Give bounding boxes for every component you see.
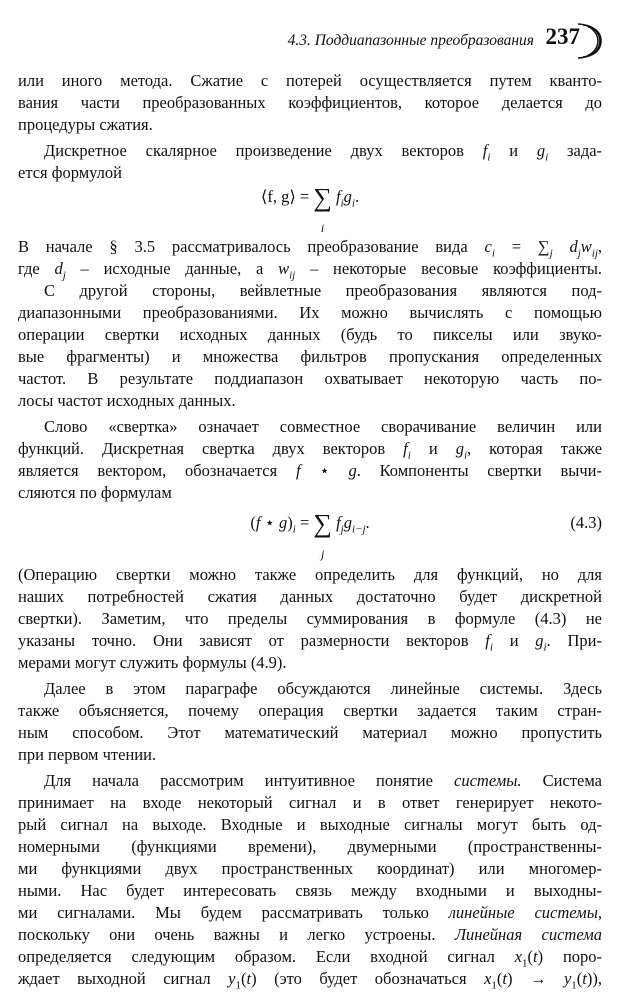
text-line: указаны точно. Они зависят от размерности векторов $f_i$ и $g_i$. При-	[18, 631, 602, 654]
text-line: диапазонными преобразованиями. Их можно вычислять с помощью	[18, 303, 602, 322]
paragraph-5	[18, 416, 602, 504]
sum-symbol-icon: ∑ i	[313, 183, 332, 235]
text-line: где $d_j$ – исходные данные, а $w_{ij}$ – некоторые весовые коэффициенты.	[18, 259, 603, 282]
text-line: вания части преобразованных коэффициентов, которое делается до	[18, 93, 602, 112]
paragraph-6	[18, 564, 602, 674]
text-line: при первом чтении.	[18, 745, 157, 764]
page-number-ornament-icon	[572, 20, 602, 62]
running-title: 4.3. Поддиапазонные преобразования	[287, 32, 534, 49]
paragraph-4	[18, 280, 602, 412]
text-line: является вектором, обозначается f ⋆ g. Компоненты свертки вычи-	[18, 461, 603, 480]
paragraph-1	[18, 70, 602, 136]
formula-convolution: (f ⋆ $g)_i$ = ∑ j $f_jg_{i-j}$. (4.3)	[250, 509, 602, 561]
text-line: рый сигнал на выходе. Входные и выходные сигналы могут быть од-	[18, 815, 602, 834]
text-line: ным способом. Этот математический материал можно пропустить	[18, 723, 602, 742]
text-line: вые фрагменты) и множества фильтров пропускания определенных	[18, 347, 602, 366]
text-line: Дискретное скалярное произведение двух векторов $f_i$ и $g_i$ зада-	[44, 141, 603, 164]
paragraph-2	[18, 140, 602, 184]
text-line: номерными (функциями времени), двумерными (пространственны-	[18, 837, 602, 856]
text-line: (Операцию свертки можно также определить для функций, но для	[18, 565, 602, 584]
paragraph-8	[18, 770, 602, 990]
page-header	[18, 22, 602, 62]
text-line: лосы частот исходных данных.	[18, 391, 236, 410]
book-page	[18, 0, 602, 990]
text-line: В начале § 3.5 рассматривалось преобразование вида $c_i = \sum_j$ $d_jw_{ij}$,	[18, 237, 603, 260]
page-body	[18, 70, 602, 990]
text-line: операции свертки исходных данных (будь то пикселы или звуко-	[18, 325, 602, 344]
text-line: Для начала рассмотрим интуитивное понятие системы. Система	[44, 771, 603, 790]
text-line: ми функциями двух пространственных координат) или многомер-	[18, 859, 602, 878]
page-number: 237	[545, 24, 580, 49]
text-line: С другой стороны, вейвлетные преобразования являются под-	[44, 281, 602, 300]
text-line: Слово «свертка» означает совместное сворачивание величин или	[44, 417, 602, 436]
text-line: наших потребностей сжатия данных достаточно будет дискретной	[18, 587, 602, 606]
text-line: ждает выходной сигнал $y_1(t)$ (это будет обозначаться $x_1(t) \to y_1(t)$),	[18, 969, 603, 992]
text-line: функций. Дискретная свертка двух векторов $f_i$ и $g_i$, которая также	[18, 439, 603, 462]
paragraph-7	[18, 678, 602, 766]
text-line: Далее в этом параграфе обсуждаются линейные системы. Здесь	[44, 679, 602, 698]
sum-symbol-icon: ∑ j	[313, 509, 332, 561]
text-line: сляются по формулам	[18, 483, 172, 502]
formula-scalar-product: ⟨f, g⟩ = ∑ i $f_ig_i$.	[260, 183, 360, 235]
text-line: определяется следующим образом. Если входной сигнал $x_1(t)$ поро-	[18, 947, 603, 970]
text-line: ется формулой	[18, 163, 122, 182]
text-line: также объясняется, почему операция свертки задается таким стран-	[18, 701, 602, 720]
text-line: процедуры сжатия.	[18, 115, 153, 134]
text-line: частот. В результате поддиапазон охватывает некоторую часть по-	[18, 369, 602, 388]
text-line: или иного метода. Сжатие с потерей осуществляется путем кванто-	[18, 71, 602, 90]
text-line: ми сигналами. Мы будем рассматривать только линейные системы,	[18, 903, 602, 922]
text-line: ными. Нас будет интересовать связь между входными и выходны-	[18, 881, 602, 900]
text-line: свертки). Заметим, что пределы суммирования в формуле (4.3) не	[18, 609, 602, 628]
text-line: поскольку они очень важны и легко устроены. Линейная система	[18, 925, 603, 944]
text-line: принимает на входе некоторый сигнал и в ответ генерирует некото-	[18, 793, 602, 812]
text-line: мерами могут служить формулы (4.9).	[18, 653, 287, 672]
equation-number: (4.3)	[570, 513, 602, 532]
paragraph-3	[18, 236, 602, 280]
